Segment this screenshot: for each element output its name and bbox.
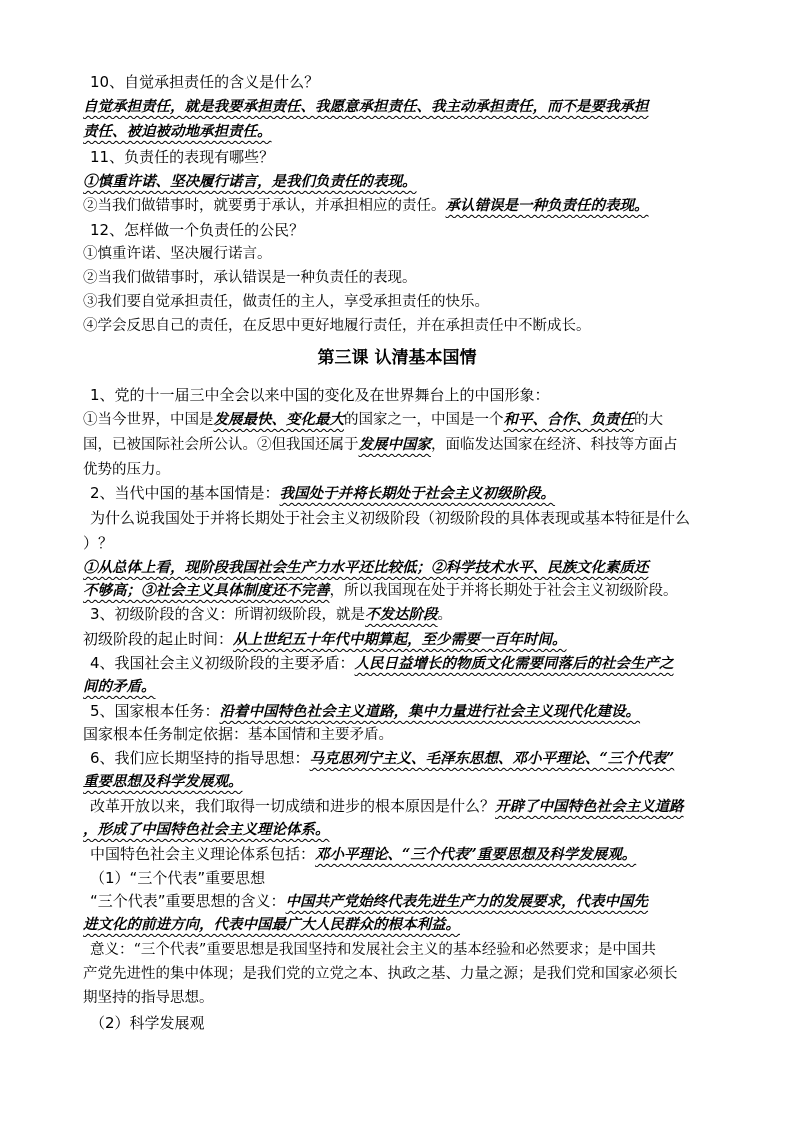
key-answer: 进文化的前进方向，代表中国最广大人民群众的根本利益。	[83, 916, 460, 933]
plain-text: ，所以我国现在处于并将长期处于社会主义初级阶段。	[329, 583, 678, 599]
question-3	[90, 602, 730, 627]
plain-text: 。	[437, 607, 453, 623]
question-label: 6、我们应长期坚持的指导思想：	[90, 749, 310, 767]
question-label: 改革开放以来，我们取得一切成绩和进步的根本原因是什么？	[90, 797, 496, 815]
question-11: 11、负责任的表现有哪些？	[90, 148, 275, 166]
question-2	[90, 481, 730, 506]
answer-1-line3: 优势的压力。	[83, 462, 170, 478]
subheading-three-represents: （1）“三个代表”重要思想	[90, 869, 266, 887]
question-label: 国家根本任务制定依据：	[83, 725, 249, 743]
answer-10-line2	[83, 120, 723, 144]
answer-11-item2	[83, 194, 723, 218]
answer-12-item3: ③我们要自觉承担责任，做责任的主人，享受承担责任的快乐。	[83, 294, 489, 310]
plain-text: ①当今世界，中国是	[83, 412, 214, 428]
meaning-line2	[83, 913, 723, 937]
answer-12-item2: ②当我们做错事时，承认错误是一种负责任的表现。	[83, 270, 417, 286]
answer-12-item4: ④学会反思自己的责任，在反思中更好地履行责任，并在承担责任中不断成长。	[83, 318, 591, 334]
plain-text: 基本国情和主要矛盾。	[248, 727, 394, 743]
key-answer: 沿着中国特色社会主义道路，集中力量进行社会主义现代化建设。	[219, 703, 641, 720]
plain-text: 的大	[634, 412, 663, 428]
answer-10-line1	[83, 95, 723, 119]
plain-text: 所谓初级阶段，就是	[234, 607, 366, 623]
plain-text: 的国家之一，中国是一个	[344, 412, 504, 428]
key-answer: 不发达阶段	[365, 606, 438, 623]
answer-1-line1	[83, 408, 723, 432]
key-answer: 承认错误是一种负责任的表现。	[445, 197, 649, 214]
key-answer: 马克思列宁主义、毛泽东思想、邓小平理论、“三个代表”	[309, 750, 675, 767]
key-answer: 人民日益增长的物质文化需要同落后的社会生产之	[354, 655, 674, 672]
question-4	[90, 651, 730, 676]
key-answer: 我国处于并将长期处于社会主义初级阶段。	[279, 485, 556, 502]
why-answer-line1	[83, 556, 723, 580]
question-6	[90, 746, 730, 771]
key-answer: 发展中国家	[358, 436, 431, 453]
key-answer: 中国共产党始终代表先进生产力的发展要求，代表中国先	[285, 893, 649, 910]
lesson-title: 第三课 认清基本国情	[317, 348, 477, 368]
key-answer: 间的矛盾。	[83, 678, 156, 695]
key-answer: ①从总体上看，现阶段我国社会生产力水平还比较低；②科学技术水平、民族文化素质还	[83, 559, 649, 576]
question-5	[90, 699, 730, 724]
key-answer: 不够高；③社会主义具体制度还不完善	[83, 582, 330, 599]
plain-text: ②当我们做错事时，就要勇于承认，并承担相应的责任。	[83, 198, 446, 214]
key-answer: 开辟了中国特色社会主义道路	[495, 798, 684, 815]
answer-6-line2	[83, 770, 723, 794]
question-label: 2、当代中国的基本国情是：	[90, 484, 280, 502]
answer-11-item1	[83, 170, 723, 194]
question-10: 10、自觉承担责任的含义是什么？	[90, 73, 320, 91]
key-answer: ，形成了中国特色社会主义理论体系。	[83, 821, 330, 838]
key-answer: 从上世纪五十年代中期算起，至少需要一百年时间。	[233, 631, 567, 648]
answer-1-line2	[83, 433, 723, 457]
significance-line1: 意义：“三个代表”重要思想是我国坚持和发展社会主义的基本经验和必然要求；是中国共	[90, 942, 656, 958]
question-label: 初级阶段的起止时间：	[83, 630, 234, 648]
reform-answer-line2	[83, 818, 723, 842]
question-12: 12、怎样做一个负责任的公民？	[90, 221, 305, 239]
question-1: 1、党的十一届三中全会以来中国的变化及在世界舞台上的中国形象：	[90, 386, 550, 404]
key-answer: 发展最快、变化最大	[213, 411, 344, 428]
key-answer: 和平、合作、负责任	[503, 411, 634, 428]
question-label: 5、国家根本任务：	[90, 702, 220, 720]
why-question-line2: ）？	[83, 534, 114, 552]
key-answer: 自觉承担责任，就是我要承担责任、我愿意承担责任、我主动承担责任，而不是要我承担	[83, 98, 649, 115]
subheading-scientific-development: （2）科学发展观	[90, 1014, 205, 1032]
answer-4-line2	[83, 675, 723, 699]
basis	[83, 722, 723, 747]
significance-line2: 产党先进性的集中体现；是我们党的立党之本、执政之基、力量之源；是我们党和国家必须长	[83, 966, 678, 982]
why-question-line1: 为什么说我国处于并将长期处于社会主义初级阶段（初级阶段的具体表现或基本特征是什么	[90, 509, 691, 527]
reform-question	[90, 794, 730, 819]
key-answer: 责任、被迫被动地承担责任。	[83, 123, 272, 140]
plain-text: ，面临发达国家在经济、科技等方面占	[431, 437, 678, 453]
meaning	[90, 889, 730, 914]
start-time	[83, 627, 723, 652]
key-answer: ①慎重许诺、坚决履行诺言，是我们负责任的表现。	[83, 173, 417, 190]
theory-system	[90, 842, 730, 867]
key-answer: 重要思想及科学发展观。	[83, 773, 243, 790]
question-label: 3、初级阶段的含义：	[90, 605, 235, 623]
question-label: “三个代表”重要思想的含义：	[90, 892, 286, 910]
key-answer: 邓小平理论、“三个代表”重要思想及科学发展观。	[315, 846, 637, 863]
why-answer-line2	[83, 579, 723, 603]
question-label: 中国特色社会主义理论体系包括：	[90, 845, 316, 863]
plain-text: 国，已被国际社会所公认。②但我国还属于	[83, 437, 359, 453]
answer-12-item1: ①慎重许诺、坚决履行诺言。	[83, 246, 272, 262]
significance-line3: 期坚持的指导思想。	[83, 990, 214, 1006]
question-label: 4、我国社会主义初级阶段的主要矛盾：	[90, 654, 355, 672]
